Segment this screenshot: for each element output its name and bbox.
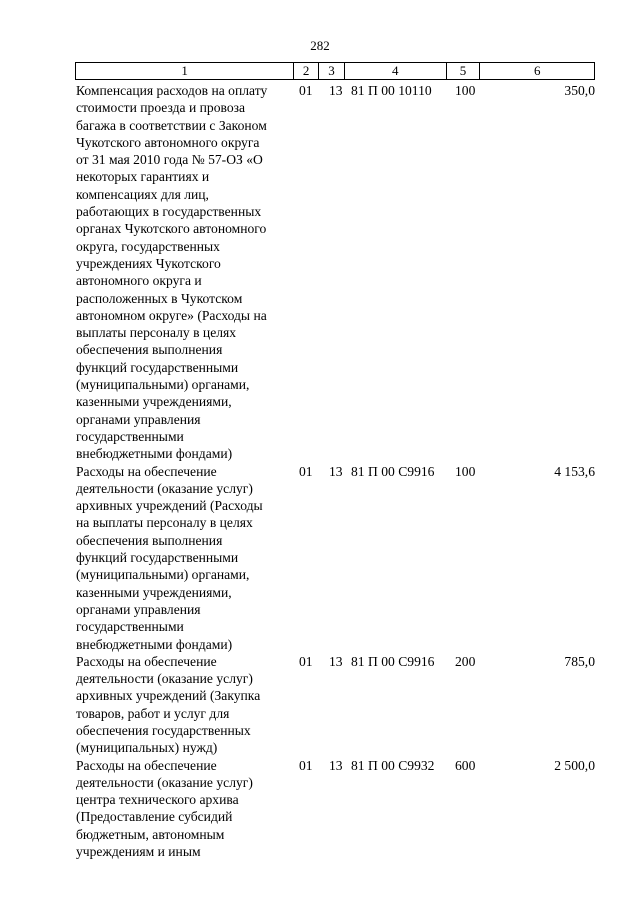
header-col-6: 6 bbox=[533, 63, 541, 78]
row-name: Расходы на обеспечение деятельности (оказание услуг) архивных учреждений (Закупка товаров, работ и услуг для обеспечения государственных (муниципальных) нужд) bbox=[76, 653, 261, 756]
row-subsection: 13 bbox=[329, 83, 343, 98]
row-section: 01 bbox=[299, 653, 313, 669]
row-section: 01 bbox=[299, 83, 313, 98]
header-col-1: 1 bbox=[76, 63, 294, 79]
row-subsection: 13 bbox=[329, 653, 343, 669]
row-amount: 350,0 bbox=[564, 83, 595, 98]
table-body bbox=[75, 82, 595, 860]
table-row bbox=[75, 463, 595, 653]
row-subsection: 13 bbox=[329, 463, 343, 479]
row-name: Компенсация расходов на оплату стоимости проезда и провоза багажа в соответствии с Законом Чукотского автономного округа от 31 мая 2010 года № 57-ОЗ «О некоторых гарантиях и компенсациях для лиц, работающих в государственных органах Чукотского автономного округа, государственных учреждениях Чукотского автономного округа и расположенных в Чукотском автономном округе» (Расходы на выплаты персоналу в целях обеспечения выполнения функций государственными (муниципальными) органами, казенными учреждениями, органами управления государственными внебюджетными фондами) bbox=[76, 83, 268, 462]
table-row bbox=[75, 653, 595, 757]
row-target-code: 81 П 00 10110 bbox=[351, 83, 432, 98]
row-amount: 2 500,0 bbox=[554, 757, 595, 773]
row-target-code: 81 П 00 С9916 bbox=[351, 653, 435, 669]
row-section: 01 bbox=[299, 463, 313, 479]
table-row bbox=[75, 757, 595, 861]
row-expense-type: 100 bbox=[455, 463, 476, 479]
header-col-5: 5 bbox=[447, 63, 481, 79]
row-expense-type: 600 bbox=[455, 757, 476, 773]
row-name: Расходы на обеспечение деятельности (оказание услуг) архивных учреждений (Расходы на выплаты персоналу в целях обеспечения выполнения функций государственными (муниципальными) органами, казенными учреждениями, органами управления государственными внебюджетными фондами) bbox=[76, 463, 263, 652]
table-row bbox=[75, 82, 595, 463]
row-name: Расходы на обеспечение деятельности (оказание услуг) центра технического архива (Предоставление субсидий бюджетным, автономным учреждениям и иным bbox=[76, 757, 253, 860]
row-expense-type: 200 bbox=[455, 653, 476, 669]
header-col-2: 2 bbox=[294, 63, 319, 79]
row-section: 01 bbox=[299, 757, 313, 773]
row-amount: 4 153,6 bbox=[554, 463, 595, 479]
row-subsection: 13 bbox=[329, 757, 343, 773]
row-target-code: 81 П 00 С9932 bbox=[351, 757, 435, 773]
row-expense-type: 100 bbox=[455, 83, 476, 98]
header-col-3: 3 bbox=[319, 63, 345, 79]
table-header bbox=[75, 62, 595, 80]
row-target-code: 81 П 00 С9916 bbox=[351, 463, 435, 479]
row-amount: 785,0 bbox=[564, 653, 595, 669]
page-number: 282 bbox=[310, 38, 330, 53]
header-col-4: 4 bbox=[345, 63, 447, 79]
